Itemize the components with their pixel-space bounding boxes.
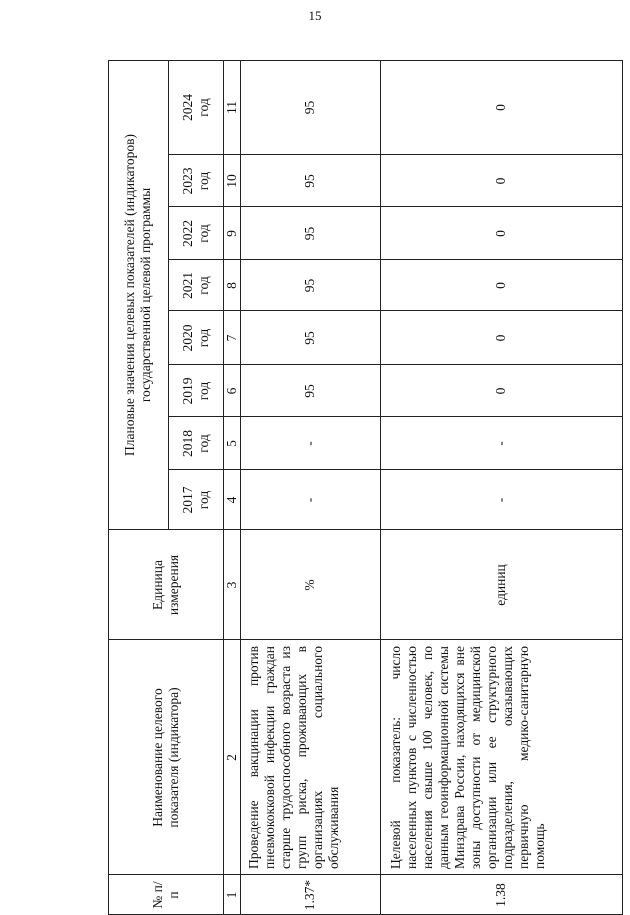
row-number: 1.37* xyxy=(302,879,317,911)
header-year: 2017 год xyxy=(179,486,211,514)
table-rotation-frame xyxy=(108,60,623,915)
header-planned-values: Плановые значения целевых показателей (индикаторов) государственной целевой программы xyxy=(122,134,153,456)
unit-value: % xyxy=(302,579,317,591)
header-year: 2024 год xyxy=(179,94,211,121)
value-2020: 95 xyxy=(302,331,317,345)
header-year: 2019 год xyxy=(179,377,211,405)
value-2018: - xyxy=(302,441,317,446)
row-number: 1.38 xyxy=(493,883,508,907)
indicator-name: Целевой показатель: число населенных пунктов с численностью населения свыше 100 человек, по данным геоинформационной системы Минздрава России, находящихся вне зоны доступности от медицинской организации или ее структурного подразделения, оказывающих первичную медико-санитарную помощь xyxy=(388,646,547,869)
indicator-name: Проведение вакцинации против пневмококковой инфекции граждан старше трудоспособного возраста из групп риска, проживающих в организациях социального обслуживания xyxy=(246,646,341,869)
value-2021: 95 xyxy=(302,278,317,293)
header-unit: Единица измерения xyxy=(149,554,181,616)
unit-value: единиц xyxy=(493,564,508,606)
page-number: 15 xyxy=(308,8,322,23)
header-year: 2021 год xyxy=(179,272,211,299)
value-2020: 0 xyxy=(493,334,508,342)
column-number: 5 xyxy=(223,440,239,447)
value-2018: - xyxy=(493,441,508,446)
value-2024: 0 xyxy=(493,104,508,111)
value-2023: 95 xyxy=(302,174,317,188)
header-year: 2022 год xyxy=(179,220,211,247)
value-2023: 0 xyxy=(493,177,508,185)
table-border-bottom xyxy=(622,60,623,915)
column-number: 7 xyxy=(223,334,239,342)
column-number: 11 xyxy=(223,101,239,114)
value-2017: - xyxy=(302,497,317,503)
column-number: 4 xyxy=(223,496,239,504)
header-year: 2023 год xyxy=(179,167,211,195)
column-number: 2 xyxy=(223,754,239,761)
column-number: 9 xyxy=(223,230,239,237)
column-number: 1 xyxy=(223,891,239,899)
value-2022: 0 xyxy=(493,230,508,237)
value-2021: 0 xyxy=(493,282,508,289)
indicator-table xyxy=(108,60,623,915)
value-2024: 95 xyxy=(302,100,317,115)
header-year: 2018 год xyxy=(179,430,211,457)
column-number: 3 xyxy=(223,581,239,589)
column-number: 6 xyxy=(223,387,239,395)
value-2019: 95 xyxy=(302,384,317,398)
header-year: 2020 год xyxy=(179,324,211,352)
value-2017: - xyxy=(493,497,508,503)
value-2019: 0 xyxy=(493,387,508,395)
value-2022: 95 xyxy=(302,226,317,241)
column-number: 8 xyxy=(223,282,239,289)
column-number: 10 xyxy=(223,174,239,188)
header-indicator-name: Наименование целевого показателя (индикатора) xyxy=(149,687,181,828)
header-num: № п/п xyxy=(149,881,181,909)
